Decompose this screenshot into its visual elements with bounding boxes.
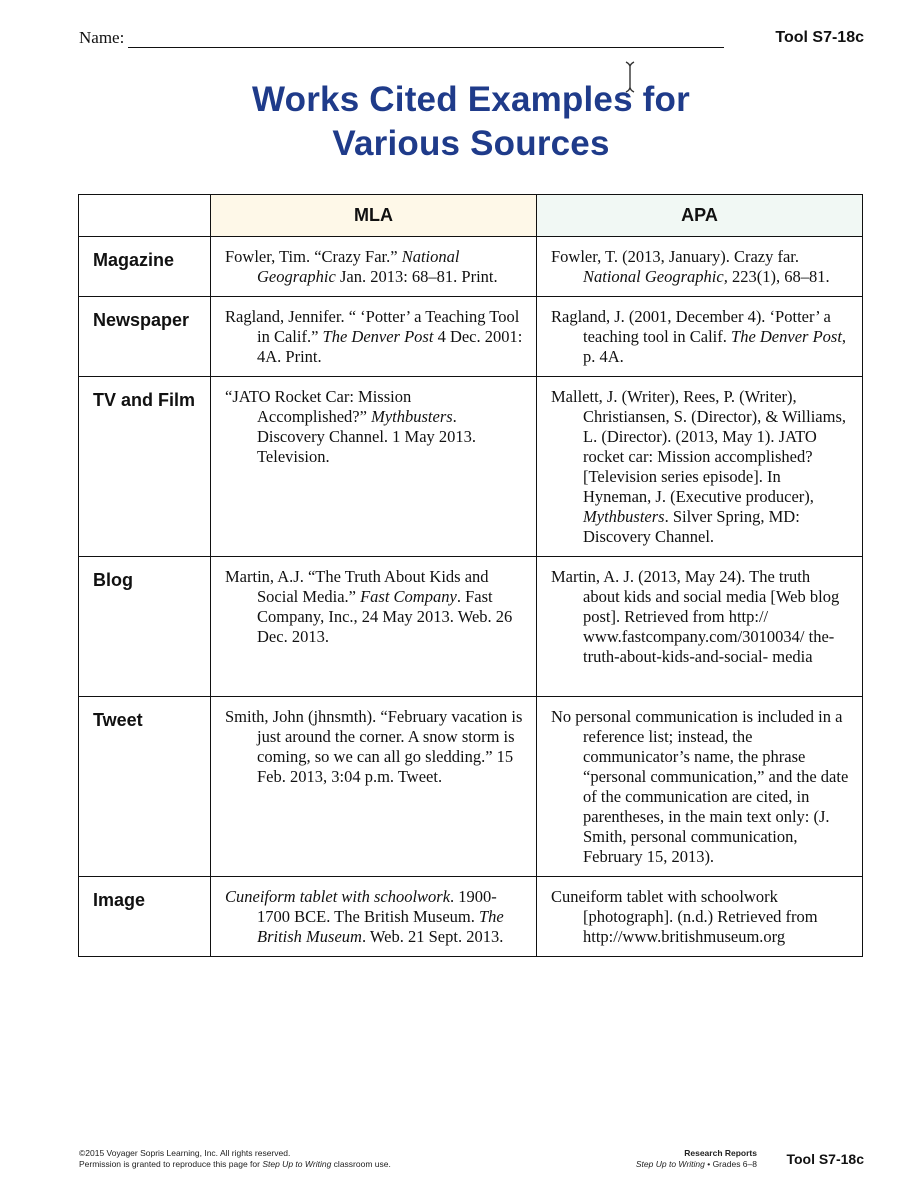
apa-citation-cell <box>537 377 863 557</box>
citation-italic-segment: National Geographic <box>257 247 460 286</box>
citation-segment: . Silver Spring, MD: Discovery Channel. <box>583 507 800 546</box>
source-type: Tweet <box>79 697 211 877</box>
apa-citation <box>551 247 850 287</box>
citation-segment: Fowler, T. (2013, January). Crazy far. <box>551 247 799 266</box>
footer-series <box>636 1148 757 1170</box>
citation-segment: . Web. 21 Sept. 2013. <box>361 927 504 946</box>
citation-italic-segment: The British Museum <box>257 907 504 946</box>
mla-citation-cell <box>211 297 537 377</box>
table-row <box>79 297 863 377</box>
citation-segment: “JATO Rocket Car: Mission Accomplished?” <box>225 387 412 426</box>
apa-citation-cell <box>537 877 863 957</box>
tool-id-bottom: Tool S7-18c <box>786 1151 864 1167</box>
apa-citation <box>551 707 850 867</box>
title-line-1: Works Cited Examples for <box>252 80 690 119</box>
text-cursor-icon <box>624 61 636 93</box>
series-title: Step Up to Writing <box>635 1159 705 1169</box>
citation-segment: Ragland, J. (2001, December 4). ‘Potter’ a teaching tool in Calif. <box>551 307 831 346</box>
citation-italic-segment: The Denver Post <box>731 327 842 346</box>
table-row <box>79 237 863 297</box>
apa-citation-cell <box>537 697 863 877</box>
source-type: TV and Film <box>79 377 211 557</box>
citation-segment: 4 Dec. 2001: 4A. Print. <box>257 327 523 366</box>
table-row <box>79 377 863 557</box>
citation-segment: Mallett, J. (Writer), Rees, P. (Writer), Christiansen, S. (Director), & Williams, L. (Director). (2013, May 1). JATO rocket car: Mission accomplished? [Television series episode]. In Hyneman, J. (Executive producer), <box>551 387 846 506</box>
citation-italic-segment: Cuneiform tablet with schoolwork <box>225 887 451 906</box>
name-input-line[interactable] <box>128 31 724 48</box>
apa-citation <box>551 307 850 367</box>
source-type: Image <box>79 877 211 957</box>
mla-citation <box>225 887 524 947</box>
citation-italic-segment: Mythbusters <box>371 407 453 426</box>
mla-citation <box>225 307 524 367</box>
citation-segment: Smith, John (jhnsmth). “February vacation is just around the corner. A snow storm is coming, so we can all go sledding.” 15 Feb. 2013, 3:04 p.m. Tweet. <box>225 707 523 786</box>
citation-segment: Martin, A. J. (2013, May 24). The truth about kids and social media [Web blog post]. Retrieved from http:// www.fastcompany.com/3010034/ the-truth-about-kids-and-social- media <box>551 567 840 666</box>
name-label: Name: <box>79 28 125 47</box>
apa-citation-cell <box>537 297 863 377</box>
series-line <box>636 1159 757 1170</box>
header-row <box>79 195 863 237</box>
citation-italic-segment: Mythbusters <box>583 507 665 526</box>
mla-citation <box>225 707 524 787</box>
apa-citation <box>551 887 850 947</box>
header-apa: APA <box>537 195 863 237</box>
citation-segment: No personal communication is included in a reference list; instead, the communicator’s name, the phrase “personal communication,” and the date of the communication are cited, in parentheses, in the main text only: (J. Smith, personal communication, February 15, 2013). <box>551 707 849 866</box>
mla-citation-cell <box>211 237 537 297</box>
table-row <box>79 557 863 697</box>
copyright-text: ©2015 Voyager Sopris Learning, Inc. All rights reserved. <box>79 1148 291 1158</box>
apa-citation <box>551 387 850 547</box>
citation-table <box>78 194 863 957</box>
mla-citation-cell <box>211 557 537 697</box>
citation-segment: . Discovery Channel. 1 May 2013. Television. <box>257 407 477 466</box>
mla-citation-cell <box>211 877 537 957</box>
source-type: Newspaper <box>79 297 211 377</box>
footer-copyright <box>79 1148 391 1170</box>
apa-citation-cell <box>537 557 863 697</box>
citation-segment: Ragland, Jennifer. “ ‘Potter’ a Teaching Tool in Calif.” <box>225 307 520 346</box>
table-row <box>79 877 863 957</box>
series-grades: • Grades 6–8 <box>704 1159 757 1169</box>
tool-id-top: Tool S7-18c <box>775 29 864 46</box>
section-name: Research Reports <box>684 1148 757 1158</box>
title-line-2: Various Sources <box>332 124 610 163</box>
citation-segment: 223(1), 68–81. <box>727 267 830 286</box>
permission-title: Step Up to Writing <box>262 1159 332 1169</box>
source-type: Blog <box>79 557 211 697</box>
header-mla: MLA <box>211 195 537 237</box>
mla-citation-cell <box>211 697 537 877</box>
mla-citation <box>225 387 524 467</box>
permission-text <box>79 1159 391 1170</box>
citation-segment: Martin, A.J. “The Truth About Kids and Social Media.” <box>225 567 489 606</box>
citation-italic-segment: The Denver Post <box>322 327 434 346</box>
citation-segment: . Fast Company, Inc., 24 May 2013. Web. 26 Dec. 2013. <box>257 587 513 646</box>
name-row <box>79 28 724 48</box>
source-type: Magazine <box>79 237 211 297</box>
citation-segment: Jan. 2013: 68–81. Print. <box>335 267 498 286</box>
apa-citation-cell <box>537 237 863 297</box>
permission-prefix: Permission is granted to reproduce this page for <box>79 1159 263 1169</box>
header-blank <box>79 195 211 237</box>
citation-segment: , p. 4A. <box>583 327 847 366</box>
permission-suffix: classroom use. <box>331 1159 391 1169</box>
citation-segment: . 1900-1700 BCE. The British Museum. <box>257 887 497 926</box>
apa-citation <box>551 567 850 667</box>
citation-italic-segment: National Geographic, <box>583 267 728 286</box>
citation-segment: Cuneiform tablet with schoolwork [photograph]. (n.d.) Retrieved from http://www.britishmuseum.org <box>551 887 818 946</box>
page-title <box>0 78 914 166</box>
citation-segment: Fowler, Tim. “Crazy Far.” <box>225 247 402 266</box>
citation-italic-segment: Fast Company <box>360 587 457 606</box>
table-row <box>79 697 863 877</box>
mla-citation <box>225 247 524 287</box>
mla-citation-cell <box>211 377 537 557</box>
mla-citation <box>225 567 524 647</box>
